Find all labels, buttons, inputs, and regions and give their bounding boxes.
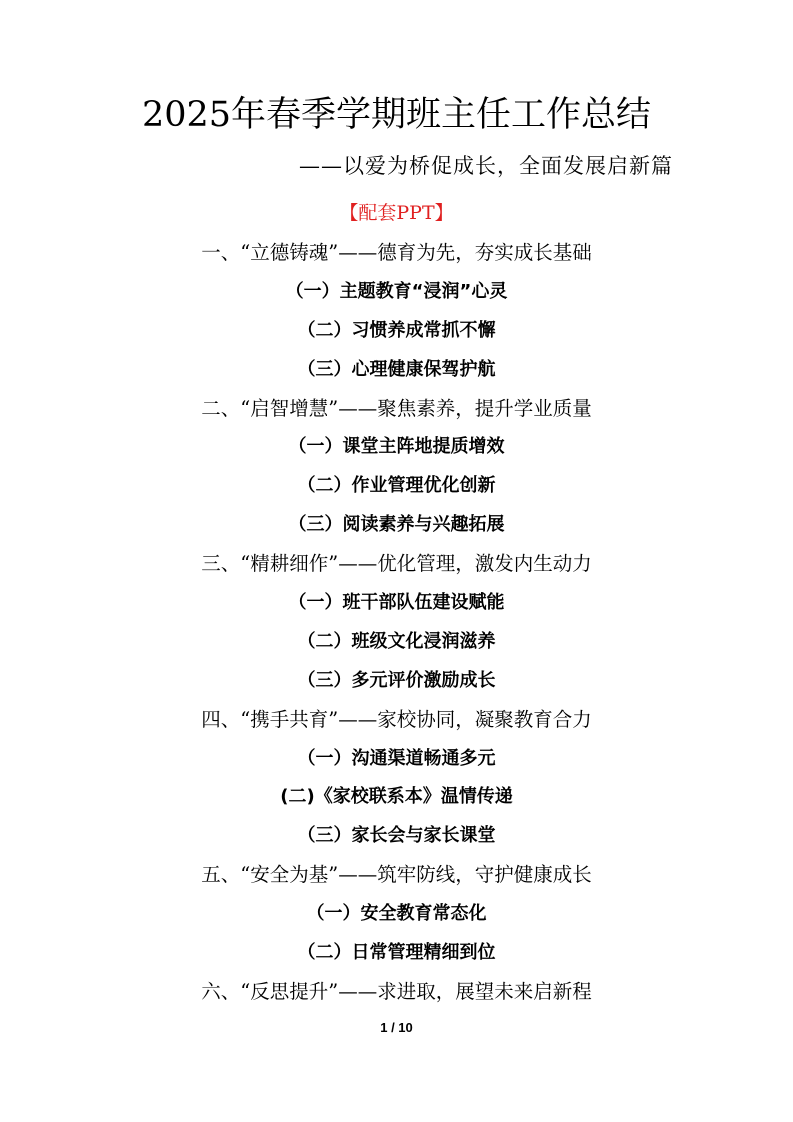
- toc-item: （二）习惯养成常抓不懈: [297, 319, 496, 341]
- toc-item: 五、“安全为基”——筑牢防线，守护健康成长: [201, 863, 592, 887]
- document-title: 2025年春季学期班主任工作总结: [141, 95, 652, 135]
- toc-item: （二）班级文化浸润滋养: [297, 630, 496, 652]
- toc-item: 四、“携手共育”——家校协同，凝聚教育合力: [201, 707, 592, 731]
- page-number: 1 / 10: [380, 1020, 413, 1035]
- toc-item: （一）沟通渠道畅通多元: [297, 747, 496, 769]
- document-subtitle: ——以爱为桥促成长，全面发展启新篇: [299, 154, 673, 178]
- toc-item: （三）阅读素养与兴趣拓展: [288, 514, 505, 536]
- toc-item: （三）心理健康保驾护航: [297, 358, 496, 380]
- toc-item: (二)《家校联系本》温情传递: [280, 786, 513, 808]
- toc-item: （三）多元评价激励成长: [297, 669, 496, 691]
- toc-item: 三、“精耕细作”——优化管理，激发内生动力: [201, 552, 592, 576]
- toc-item: （三）家长会与家长课堂: [297, 825, 496, 847]
- toc-item: （二）作业管理优化创新: [297, 475, 496, 497]
- table-of-contents: [0, 234, 793, 1012]
- toc-item: 六、“反思提升”——求进取，展望未来启新程: [201, 979, 592, 1003]
- toc-item: （一）安全教育常态化: [306, 903, 487, 925]
- toc-item: 一、“立德铸魂”——德育为先，夯实成长基础: [201, 241, 592, 264]
- toc-item: （一）班干部队伍建设赋能: [288, 592, 505, 614]
- ppt-link[interactable]: 【配套PPT】: [339, 202, 454, 224]
- toc-item: （一）主题教育“浸润”心灵: [285, 280, 508, 302]
- toc-item: 二、“启智增慧”——聚焦素养，提升学业质量: [201, 396, 592, 420]
- toc-item: （二）日常管理精细到位: [297, 942, 496, 964]
- toc-item: （一）课堂主阵地提质增效: [288, 436, 505, 458]
